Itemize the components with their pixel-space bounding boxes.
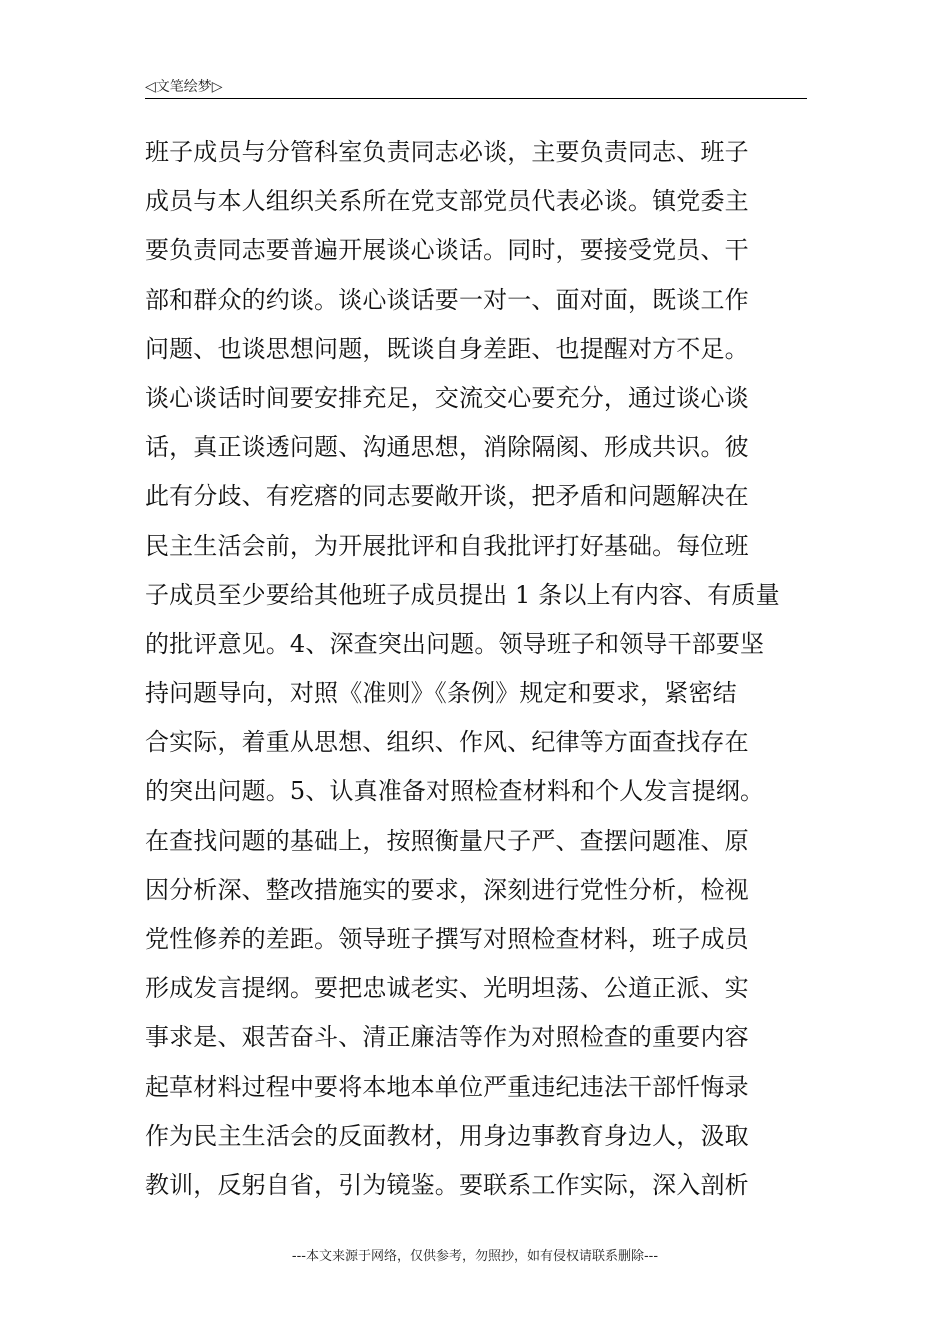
text-line: 民主生活会前，为开展批评和自我批评打好基础。每位班	[145, 531, 749, 560]
text-line: 谈心谈话时间要安排充足，交流交心要充分，通过谈心谈	[145, 383, 749, 412]
text-line: 合实际，着重从思想、组织、作风、纪律等方面查找存在	[145, 728, 749, 757]
text-line: 话，真正谈透问题、沟通思想，消除隔阂、形成共识。彼	[145, 433, 749, 462]
text-line: 教训，反躬自省，引为镜鉴。要联系工作实际，深入剖析	[145, 1170, 749, 1199]
text-line: 的批评意见。4、深查突出问题。领导班子和领导干部要坚	[145, 629, 765, 658]
text-line: 在查找问题的基础上，按照衡量尺子严、查摆问题准、原	[145, 826, 749, 855]
text-line: 因分析深、整改措施实的要求，深刻进行党性分析，检视	[145, 875, 749, 904]
text-line: 事求是、艰苦奋斗、清正廉洁等作为对照检查的重要内容	[145, 1023, 749, 1052]
document-body	[145, 128, 807, 1210]
text-line: 问题、也谈思想问题，既谈自身差距、也提醒对方不足。	[145, 334, 749, 363]
text-line: 党性修养的差距。领导班子撰写对照检查材料，班子成员	[145, 925, 749, 953]
text-line: 成员与本人组织关系所在党支部党员代表必谈。镇党委主	[145, 187, 749, 216]
text-line: 部和群众的约谈。谈心谈话要一对一、面对面，既谈工作	[145, 285, 749, 314]
text-line: 班子成员与分管科室负责同志必谈，主要负责同志、班子	[145, 138, 749, 166]
text-line: 子成员至少要给其他班子成员提出 1 条以上有内容、有质量	[145, 580, 780, 609]
text-line: 形成发言提纲。要把忠诚老实、光明坦荡、公道正派、实	[145, 974, 749, 1003]
header-title: ◁文笔绘梦▷	[145, 79, 223, 95]
page-footer: ---本文来源于网络，仅供参考，勿照抄，如有侵权请联系删除---	[291, 1249, 659, 1264]
text-line: 持问题导向，对照《准则》《条例》规定和要求，紧密结	[145, 679, 737, 708]
page-header	[145, 74, 807, 99]
text-line: 作为民主生活会的反面教材，用身边事教育身边人，汲取	[145, 1121, 749, 1150]
text-line: 要负责同志要普遍开展谈心谈话。同时，要接受党员、干	[145, 236, 749, 265]
text-line: 此有分歧、有疙瘩的同志要敞开谈，把矛盾和问题解决在	[145, 482, 749, 511]
text-line: 起草材料过程中要将本地本单位严重违纪违法干部忏悔录	[145, 1072, 749, 1101]
text-line: 的突出问题。5、认真准备对照检查材料和个人发言提纲。	[145, 777, 765, 806]
